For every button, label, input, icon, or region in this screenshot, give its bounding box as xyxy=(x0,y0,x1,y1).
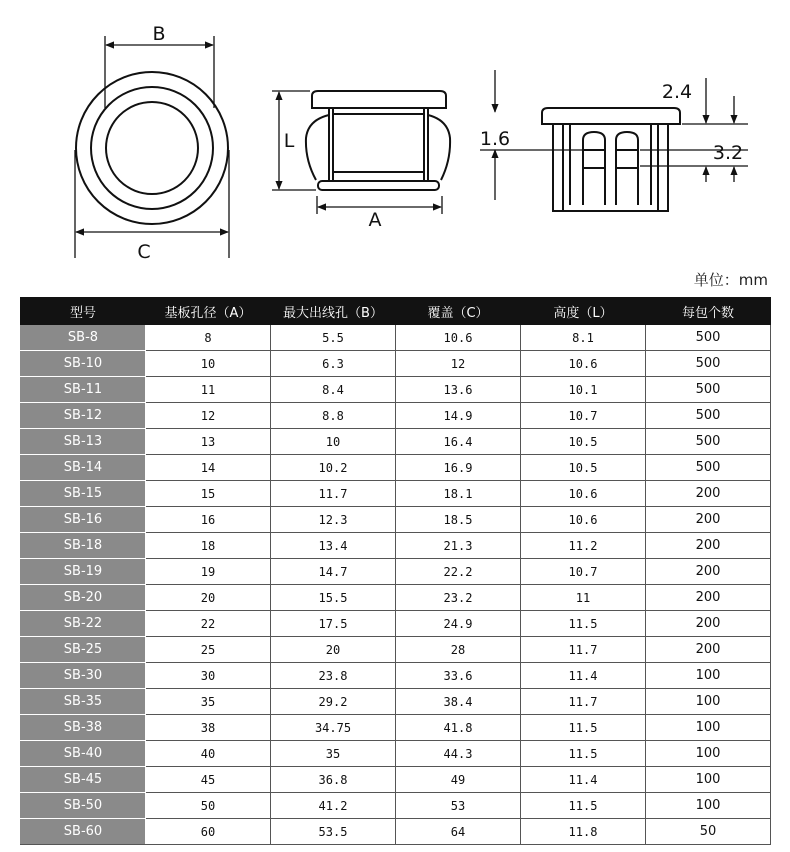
table-row xyxy=(21,637,771,663)
table-row xyxy=(21,767,771,793)
max-outlet-cell: 6.3 xyxy=(271,351,396,377)
pack-qty-cell: 100 xyxy=(646,741,771,767)
label-a: A xyxy=(368,209,382,231)
hole-diameter-cell: 35 xyxy=(146,689,271,715)
height-cell: 11.5 xyxy=(521,793,646,819)
table-row xyxy=(21,585,771,611)
max-outlet-cell: 23.8 xyxy=(271,663,396,689)
height-cell: 11.5 xyxy=(521,741,646,767)
label-c: C xyxy=(137,241,151,263)
max-outlet-cell: 10 xyxy=(271,429,396,455)
pack-qty-cell: 200 xyxy=(646,481,771,507)
model-cell: SB-12 xyxy=(21,403,146,429)
max-outlet-cell: 53.5 xyxy=(271,819,396,845)
cover-cell: 23.2 xyxy=(396,585,521,611)
cover-cell: 12 xyxy=(396,351,521,377)
cover-cell: 21.3 xyxy=(396,533,521,559)
table-row xyxy=(21,689,771,715)
max-outlet-cell: 5.5 xyxy=(271,325,396,351)
cover-cell: 24.9 xyxy=(396,611,521,637)
height-cell: 11.7 xyxy=(521,689,646,715)
cover-cell: 10.6 xyxy=(396,325,521,351)
pack-qty-cell: 200 xyxy=(646,507,771,533)
hole-diameter-cell: 40 xyxy=(146,741,271,767)
pack-qty-cell: 200 xyxy=(646,611,771,637)
pack-qty-cell: 50 xyxy=(646,819,771,845)
height-cell: 11.4 xyxy=(521,767,646,793)
height-cell: 10.6 xyxy=(521,507,646,533)
cover-cell: 41.8 xyxy=(396,715,521,741)
model-cell: SB-45 xyxy=(21,767,146,793)
column-header-hole-diameter: 基板孔径（A） xyxy=(146,298,271,325)
table-row xyxy=(21,481,771,507)
table-row xyxy=(21,507,771,533)
max-outlet-cell: 8.4 xyxy=(271,377,396,403)
height-cell: 10.7 xyxy=(521,403,646,429)
height-cell: 11.2 xyxy=(521,533,646,559)
column-header-pack-qty: 每包个数 xyxy=(646,298,771,325)
pack-qty-cell: 500 xyxy=(646,351,771,377)
table-row xyxy=(21,819,771,845)
model-cell: SB-40 xyxy=(21,741,146,767)
hole-diameter-cell: 13 xyxy=(146,429,271,455)
height-cell: 11 xyxy=(521,585,646,611)
model-cell: SB-15 xyxy=(21,481,146,507)
pack-qty-cell: 500 xyxy=(646,429,771,455)
model-cell: SB-60 xyxy=(21,819,146,845)
table-row xyxy=(21,325,771,351)
max-outlet-cell: 29.2 xyxy=(271,689,396,715)
cover-cell: 64 xyxy=(396,819,521,845)
max-outlet-cell: 20 xyxy=(271,637,396,663)
dimension-c xyxy=(75,150,229,258)
model-cell: SB-19 xyxy=(21,559,146,585)
max-outlet-cell: 34.75 xyxy=(271,715,396,741)
pack-qty-cell: 500 xyxy=(646,403,771,429)
hole-diameter-cell: 45 xyxy=(146,767,271,793)
max-outlet-cell: 8.8 xyxy=(271,403,396,429)
table-row xyxy=(21,533,771,559)
section-view-drawing xyxy=(542,108,680,211)
column-header-cover: 覆盖（C） xyxy=(396,298,521,325)
model-cell: SB-13 xyxy=(21,429,146,455)
max-outlet-cell: 35 xyxy=(271,741,396,767)
max-outlet-cell: 11.7 xyxy=(271,481,396,507)
column-header-max-outlet: 最大出线孔（B） xyxy=(271,298,396,325)
height-cell: 10.7 xyxy=(521,559,646,585)
model-cell: SB-50 xyxy=(21,793,146,819)
cover-cell: 22.2 xyxy=(396,559,521,585)
max-outlet-cell: 14.7 xyxy=(271,559,396,585)
model-cell: SB-8 xyxy=(21,325,146,351)
unit-label: 单位：mm xyxy=(693,271,768,289)
model-cell: SB-30 xyxy=(21,663,146,689)
label-2-4: 2.4 xyxy=(661,81,693,103)
hole-diameter-cell: 30 xyxy=(146,663,271,689)
cover-cell: 16.9 xyxy=(396,455,521,481)
label-3-2: 3.2 xyxy=(712,142,744,164)
height-cell: 8.1 xyxy=(521,325,646,351)
cover-cell: 28 xyxy=(396,637,521,663)
model-cell: SB-10 xyxy=(21,351,146,377)
label-1-6: 1.6 xyxy=(479,128,511,150)
model-cell: SB-22 xyxy=(21,611,146,637)
cover-cell: 14.9 xyxy=(396,403,521,429)
pack-qty-cell: 500 xyxy=(646,455,771,481)
pack-qty-cell: 200 xyxy=(646,533,771,559)
hole-diameter-cell: 60 xyxy=(146,819,271,845)
model-cell: SB-38 xyxy=(21,715,146,741)
label-b: B xyxy=(152,23,166,45)
height-cell: 10.6 xyxy=(521,481,646,507)
cover-cell: 18.1 xyxy=(396,481,521,507)
hole-diameter-cell: 14 xyxy=(146,455,271,481)
table-row xyxy=(21,351,771,377)
hole-diameter-cell: 18 xyxy=(146,533,271,559)
pack-qty-cell: 100 xyxy=(646,689,771,715)
cover-cell: 53 xyxy=(396,793,521,819)
pack-qty-cell: 100 xyxy=(646,663,771,689)
max-outlet-cell: 13.4 xyxy=(271,533,396,559)
max-outlet-cell: 15.5 xyxy=(271,585,396,611)
top-view-drawing xyxy=(76,72,228,224)
column-header-model: 型号 xyxy=(21,298,146,325)
column-header-height: 高度（L） xyxy=(521,298,646,325)
hole-diameter-cell: 12 xyxy=(146,403,271,429)
model-cell: SB-18 xyxy=(21,533,146,559)
height-cell: 11.5 xyxy=(521,715,646,741)
label-l: L xyxy=(283,130,295,152)
table-row xyxy=(21,403,771,429)
table-header-row xyxy=(21,298,771,325)
height-cell: 10.5 xyxy=(521,429,646,455)
max-outlet-cell: 17.5 xyxy=(271,611,396,637)
table-row xyxy=(21,715,771,741)
pack-qty-cell: 200 xyxy=(646,559,771,585)
dimension-diagram xyxy=(0,0,790,270)
hole-diameter-cell: 16 xyxy=(146,507,271,533)
table-row xyxy=(21,377,771,403)
height-cell: 11.8 xyxy=(521,819,646,845)
pack-qty-cell: 100 xyxy=(646,767,771,793)
cover-cell: 44.3 xyxy=(396,741,521,767)
max-outlet-cell: 41.2 xyxy=(271,793,396,819)
hole-diameter-cell: 25 xyxy=(146,637,271,663)
cover-cell: 38.4 xyxy=(396,689,521,715)
hole-diameter-cell: 50 xyxy=(146,793,271,819)
cover-cell: 33.6 xyxy=(396,663,521,689)
hole-diameter-cell: 20 xyxy=(146,585,271,611)
height-cell: 10.5 xyxy=(521,455,646,481)
pack-qty-cell: 500 xyxy=(646,377,771,403)
hole-diameter-cell: 15 xyxy=(146,481,271,507)
cover-cell: 13.6 xyxy=(396,377,521,403)
height-cell: 11.7 xyxy=(521,637,646,663)
max-outlet-cell: 12.3 xyxy=(271,507,396,533)
hole-diameter-cell: 38 xyxy=(146,715,271,741)
cover-cell: 49 xyxy=(396,767,521,793)
table-row xyxy=(21,663,771,689)
hole-diameter-cell: 8 xyxy=(146,325,271,351)
side-view-drawing xyxy=(306,91,450,190)
table-row xyxy=(21,793,771,819)
model-cell: SB-20 xyxy=(21,585,146,611)
table-row xyxy=(21,455,771,481)
table-row xyxy=(21,559,771,585)
max-outlet-cell: 10.2 xyxy=(271,455,396,481)
cover-cell: 18.5 xyxy=(396,507,521,533)
model-cell: SB-25 xyxy=(21,637,146,663)
pack-qty-cell: 200 xyxy=(646,585,771,611)
pack-qty-cell: 100 xyxy=(646,793,771,819)
model-cell: SB-16 xyxy=(21,507,146,533)
table-row xyxy=(21,611,771,637)
height-cell: 10.6 xyxy=(521,351,646,377)
model-cell: SB-14 xyxy=(21,455,146,481)
height-cell: 10.1 xyxy=(521,377,646,403)
height-cell: 11.4 xyxy=(521,663,646,689)
height-cell: 11.5 xyxy=(521,611,646,637)
max-outlet-cell: 36.8 xyxy=(271,767,396,793)
pack-qty-cell: 200 xyxy=(646,637,771,663)
cover-cell: 16.4 xyxy=(396,429,521,455)
pack-qty-cell: 500 xyxy=(646,325,771,351)
table-row xyxy=(21,429,771,455)
hole-diameter-cell: 11 xyxy=(146,377,271,403)
hole-diameter-cell: 10 xyxy=(146,351,271,377)
hole-diameter-cell: 19 xyxy=(146,559,271,585)
hole-diameter-cell: 22 xyxy=(146,611,271,637)
spec-table xyxy=(20,297,771,845)
pack-qty-cell: 100 xyxy=(646,715,771,741)
model-cell: SB-11 xyxy=(21,377,146,403)
model-cell: SB-35 xyxy=(21,689,146,715)
table-row xyxy=(21,741,771,767)
